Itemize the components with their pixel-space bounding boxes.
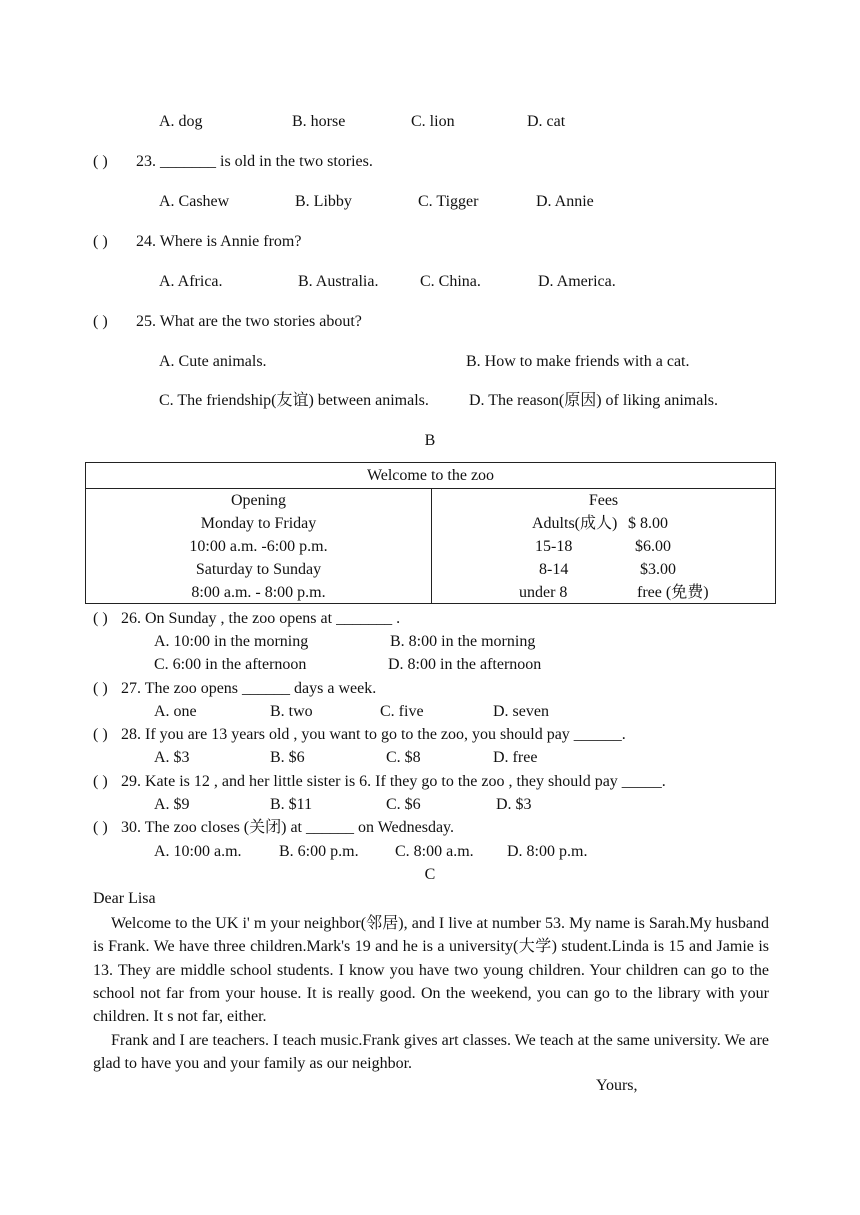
q23-answer-paren: ( ) (93, 153, 108, 170)
opening-row: 8:00 a.m. - 8:00 p.m. (191, 584, 326, 601)
q26-option-d: D. 8:00 in the afternoon (388, 656, 542, 673)
q30-option-a: A. 10:00 a.m. (154, 843, 242, 860)
letter-salutation: Dear Lisa (93, 890, 156, 907)
q28-question: 28. If you are 13 years old , you want to go to the zoo, you should pay ______. (121, 726, 626, 743)
fee-value: $6.00 (635, 538, 671, 555)
fee-row (432, 581, 775, 604)
q28-option-d: D. free (493, 749, 538, 766)
q26-option-a: A. 10:00 in the morning (154, 633, 309, 650)
q27-answer-paren: ( ) (93, 680, 108, 697)
letter-paragraph-1: Welcome to the UK i' m your neighbor(邻居), and I live at number 53. My name is Sarah.My husband is Frank. We have three children.Mark's 19 and he is a university(大学) student.Linda is 15 and Jamie is 13. They are middle school students. I know you have two young children. Your children can go to the school not far from your house. It is really good. On the weekend, you can go to the library with your children. It s not far, either. (93, 915, 769, 1026)
q25-question: 25. What are the two stories about? (136, 313, 362, 330)
q26-answer-paren: ( ) (93, 610, 108, 627)
q29-option-a: A. $9 (154, 796, 190, 813)
q23-option-b: B. Libby (295, 193, 352, 210)
q27-option-c: C. five (380, 703, 424, 720)
fees-header: Fees (588, 492, 619, 509)
q22-option-d: D. cat (527, 113, 566, 130)
fee-value: $ 8.00 (628, 515, 668, 532)
q28-option-c: C. $8 (386, 749, 421, 766)
q30-option-d: D. 8:00 p.m. (507, 843, 588, 860)
q28-option-b: B. $6 (270, 749, 305, 766)
q29-option-c: C. $6 (386, 796, 421, 813)
opening-row: Saturday to Sunday (195, 561, 322, 578)
q24-option-c: C. China. (420, 273, 481, 290)
q25-option-a: A. Cute animals. (159, 353, 267, 370)
q29-answer-paren: ( ) (93, 773, 108, 790)
opening-column (86, 489, 432, 603)
q26-question: 26. On Sunday , the zoo opens at _______ . (121, 610, 401, 627)
q22-option-a: A. dog (159, 113, 203, 130)
q25-option-c: C. The friendship(友谊) between animals. (159, 392, 429, 409)
q26-option-c: C. 6:00 in the afternoon (154, 656, 307, 673)
opening-header: Opening (230, 492, 287, 509)
q30-answer-paren: ( ) (93, 819, 108, 836)
fee-label: Adults(成人) (532, 515, 618, 532)
fee-row (432, 512, 775, 535)
fee-row (432, 535, 775, 558)
q27-option-b: B. two (270, 703, 313, 720)
q28-option-a: A. $3 (154, 749, 190, 766)
q22-option-b: B. horse (292, 113, 346, 130)
q25-option-d: D. The reason(原因) of liking animals. (469, 392, 718, 409)
q23-option-c: C. Tigger (418, 193, 479, 210)
fee-label: 8-14 (539, 561, 569, 578)
fee-value: $3.00 (640, 561, 676, 578)
q29-option-d: D. $3 (496, 796, 532, 813)
q23-option-a: A. Cashew (159, 193, 230, 210)
letter-closing: Yours, (596, 1077, 638, 1094)
q23-question: 23. _______ is old in the two stories. (136, 153, 373, 170)
q24-answer-paren: ( ) (93, 233, 108, 250)
q27-option-d: D. seven (493, 703, 549, 720)
q23-option-d: D. Annie (536, 193, 594, 210)
opening-row: Monday to Friday (200, 515, 317, 532)
fee-row (432, 558, 775, 581)
fees-column (432, 489, 775, 603)
section-b-heading: B (424, 432, 436, 449)
table-title: Welcome to the zoo (86, 463, 775, 489)
q24-option-d: D. America. (538, 273, 616, 290)
fee-label: under 8 (519, 584, 568, 601)
q27-option-a: A. one (154, 703, 197, 720)
q26-option-b: B. 8:00 in the morning (390, 633, 536, 650)
q24-option-a: A. Africa. (159, 273, 223, 290)
q27-question: 27. The zoo opens ______ days a week. (121, 680, 377, 697)
section-c-heading: C (424, 866, 436, 883)
q28-answer-paren: ( ) (93, 726, 108, 743)
q30-option-c: C. 8:00 a.m. (395, 843, 474, 860)
q24-option-b: B. Australia. (298, 273, 379, 290)
q25-option-b: B. How to make friends with a cat. (466, 353, 690, 370)
q29-option-b: B. $11 (270, 796, 313, 813)
opening-row: 10:00 a.m. -6:00 p.m. (189, 538, 328, 555)
q30-option-b: B. 6:00 p.m. (279, 843, 359, 860)
fee-value: free (免费) (637, 584, 709, 601)
letter-paragraph-2: Frank and I are teachers. I teach music.Frank gives art classes. We teach at the same university. We are glad to have you and your family as our neighbor. (93, 1032, 769, 1073)
q29-question: 29. Kate is 12 , and her little sister is 6. If they go to the zoo , they should pay _____. (121, 773, 666, 790)
q25-answer-paren: ( ) (93, 313, 108, 330)
q22-option-c: C. lion (411, 113, 455, 130)
zoo-info-table (85, 462, 776, 604)
fee-label: 15-18 (535, 538, 573, 555)
q30-question: 30. The zoo closes (关闭) at ______ on Wednesday. (121, 819, 455, 836)
q24-question: 24. Where is Annie from? (136, 233, 302, 250)
